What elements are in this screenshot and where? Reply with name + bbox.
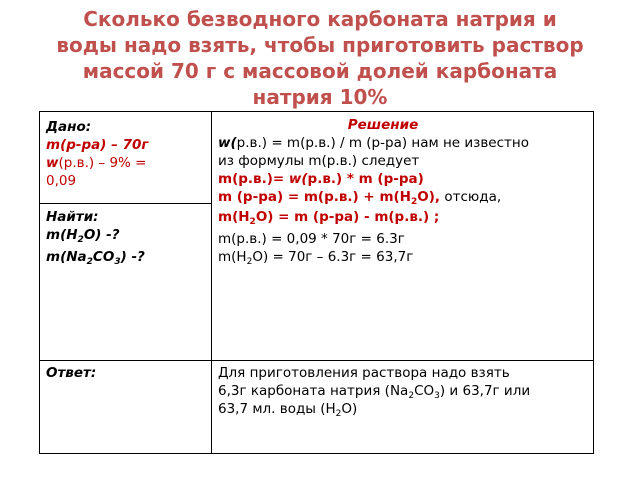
answer-heading: Ответ: <box>46 365 97 381</box>
given-fraction: w(р.в.) – 9% = <box>46 155 147 171</box>
table-divider-given-find <box>39 203 212 204</box>
given-fraction-value: 0,09 <box>46 173 77 189</box>
find-water: $m(H_2O)$ -? <box>46 227 120 245</box>
find-heading: Найти: <box>46 209 99 225</box>
title-line-3: массой 70 г с массовой долей карбоната <box>82 59 558 83</box>
find-cell <box>46 208 145 266</box>
answer-line-1: Для приготовления раствора надо взять <box>218 365 510 381</box>
given-cell <box>46 118 148 190</box>
problem-title <box>0 6 640 110</box>
answer-line-2: 6,3г карбоната натрия $(Na_2CO_3)$ и 63,7г или <box>218 383 531 401</box>
table-divider-answer <box>39 360 594 361</box>
table-divider-vertical <box>211 111 212 454</box>
solution-line-7: $m(H_2O) = 70г - 6.3г = 63,7г$ <box>218 249 414 267</box>
title-line-2: воды надо взять, чтобы приготовить раствор <box>56 33 584 57</box>
given-mass: m(р-ра) – 70г <box>46 137 149 153</box>
solution-line-5: $m(H_2O) = m$ (р-ра) - m(р.в.) ; <box>218 209 440 227</box>
given-heading: Дано: <box>46 119 92 135</box>
solution-line-3: m(р.в.)= w(р.в.) * m (р-ра) <box>218 171 424 187</box>
answer-line-3: 63,7 мл. воды $(H_2O)$ <box>218 401 358 419</box>
solution-line-2: из формулы m(р.в.) следует <box>218 153 420 169</box>
solution-cell <box>218 116 590 266</box>
title-line-1: Сколько безводного карбоната натрия и <box>83 7 557 31</box>
solution-line-6: m(р.в.) = 0,09 * 70г = 6.3г <box>218 231 405 247</box>
solution-line-4: m $(р-ра) = m(р.в.) + m(H_2O)$, отсюда, <box>218 189 502 207</box>
title-line-4: натрия 10% <box>252 85 388 109</box>
solution-heading: Решение <box>347 117 419 133</box>
answer-cell <box>218 364 530 418</box>
solution-line-1: w(р.в.) = m(р.в.) / m (р-ра) нам не известно <box>218 135 529 151</box>
find-sodium-carbonate: $m(Na_2CO_3)$ -? <box>46 249 145 267</box>
